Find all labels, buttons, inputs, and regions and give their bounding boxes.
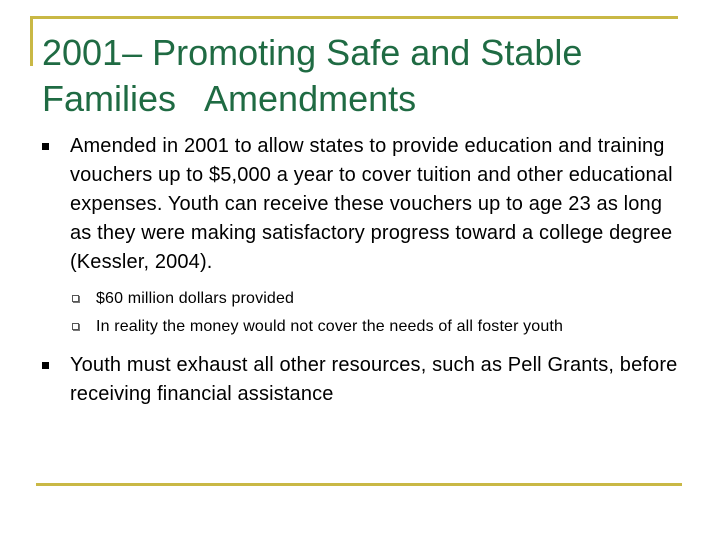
frame-left-line (30, 16, 33, 66)
hollow-square-bullet-icon (72, 323, 79, 330)
hollow-square-bullet-icon (72, 295, 79, 302)
frame-top-line (30, 16, 678, 19)
sub-bullet-list (70, 285, 680, 341)
sub-bullet-text: $60 million dollars provided (96, 290, 295, 307)
square-bullet-icon (42, 362, 49, 369)
sub-bullet-item (70, 313, 680, 341)
square-bullet-icon (42, 143, 49, 150)
bullet-item (40, 132, 680, 341)
slide-title: 2001– Promoting Safe and Stable Families Amendments (42, 32, 593, 119)
bullet-item (40, 351, 680, 409)
bullet-text: Youth must exhaust all other resources, such as Pell Grants, before receiving financial assistance (70, 354, 678, 405)
sub-bullet-item (70, 285, 680, 313)
bullet-text: Amended in 2001 to allow states to provide education and training vouchers up to $5,000 a year to cover tuition and other educational expenses. Youth can receive these vouchers up to age 23 as long as they were making satisfactory progress toward a college degree (Kessler, 2004). (70, 135, 673, 273)
sub-bullet-text: In reality the money would not cover the needs of all foster youth (96, 318, 564, 335)
frame-bottom-line (36, 483, 682, 486)
bullet-list (40, 132, 680, 409)
